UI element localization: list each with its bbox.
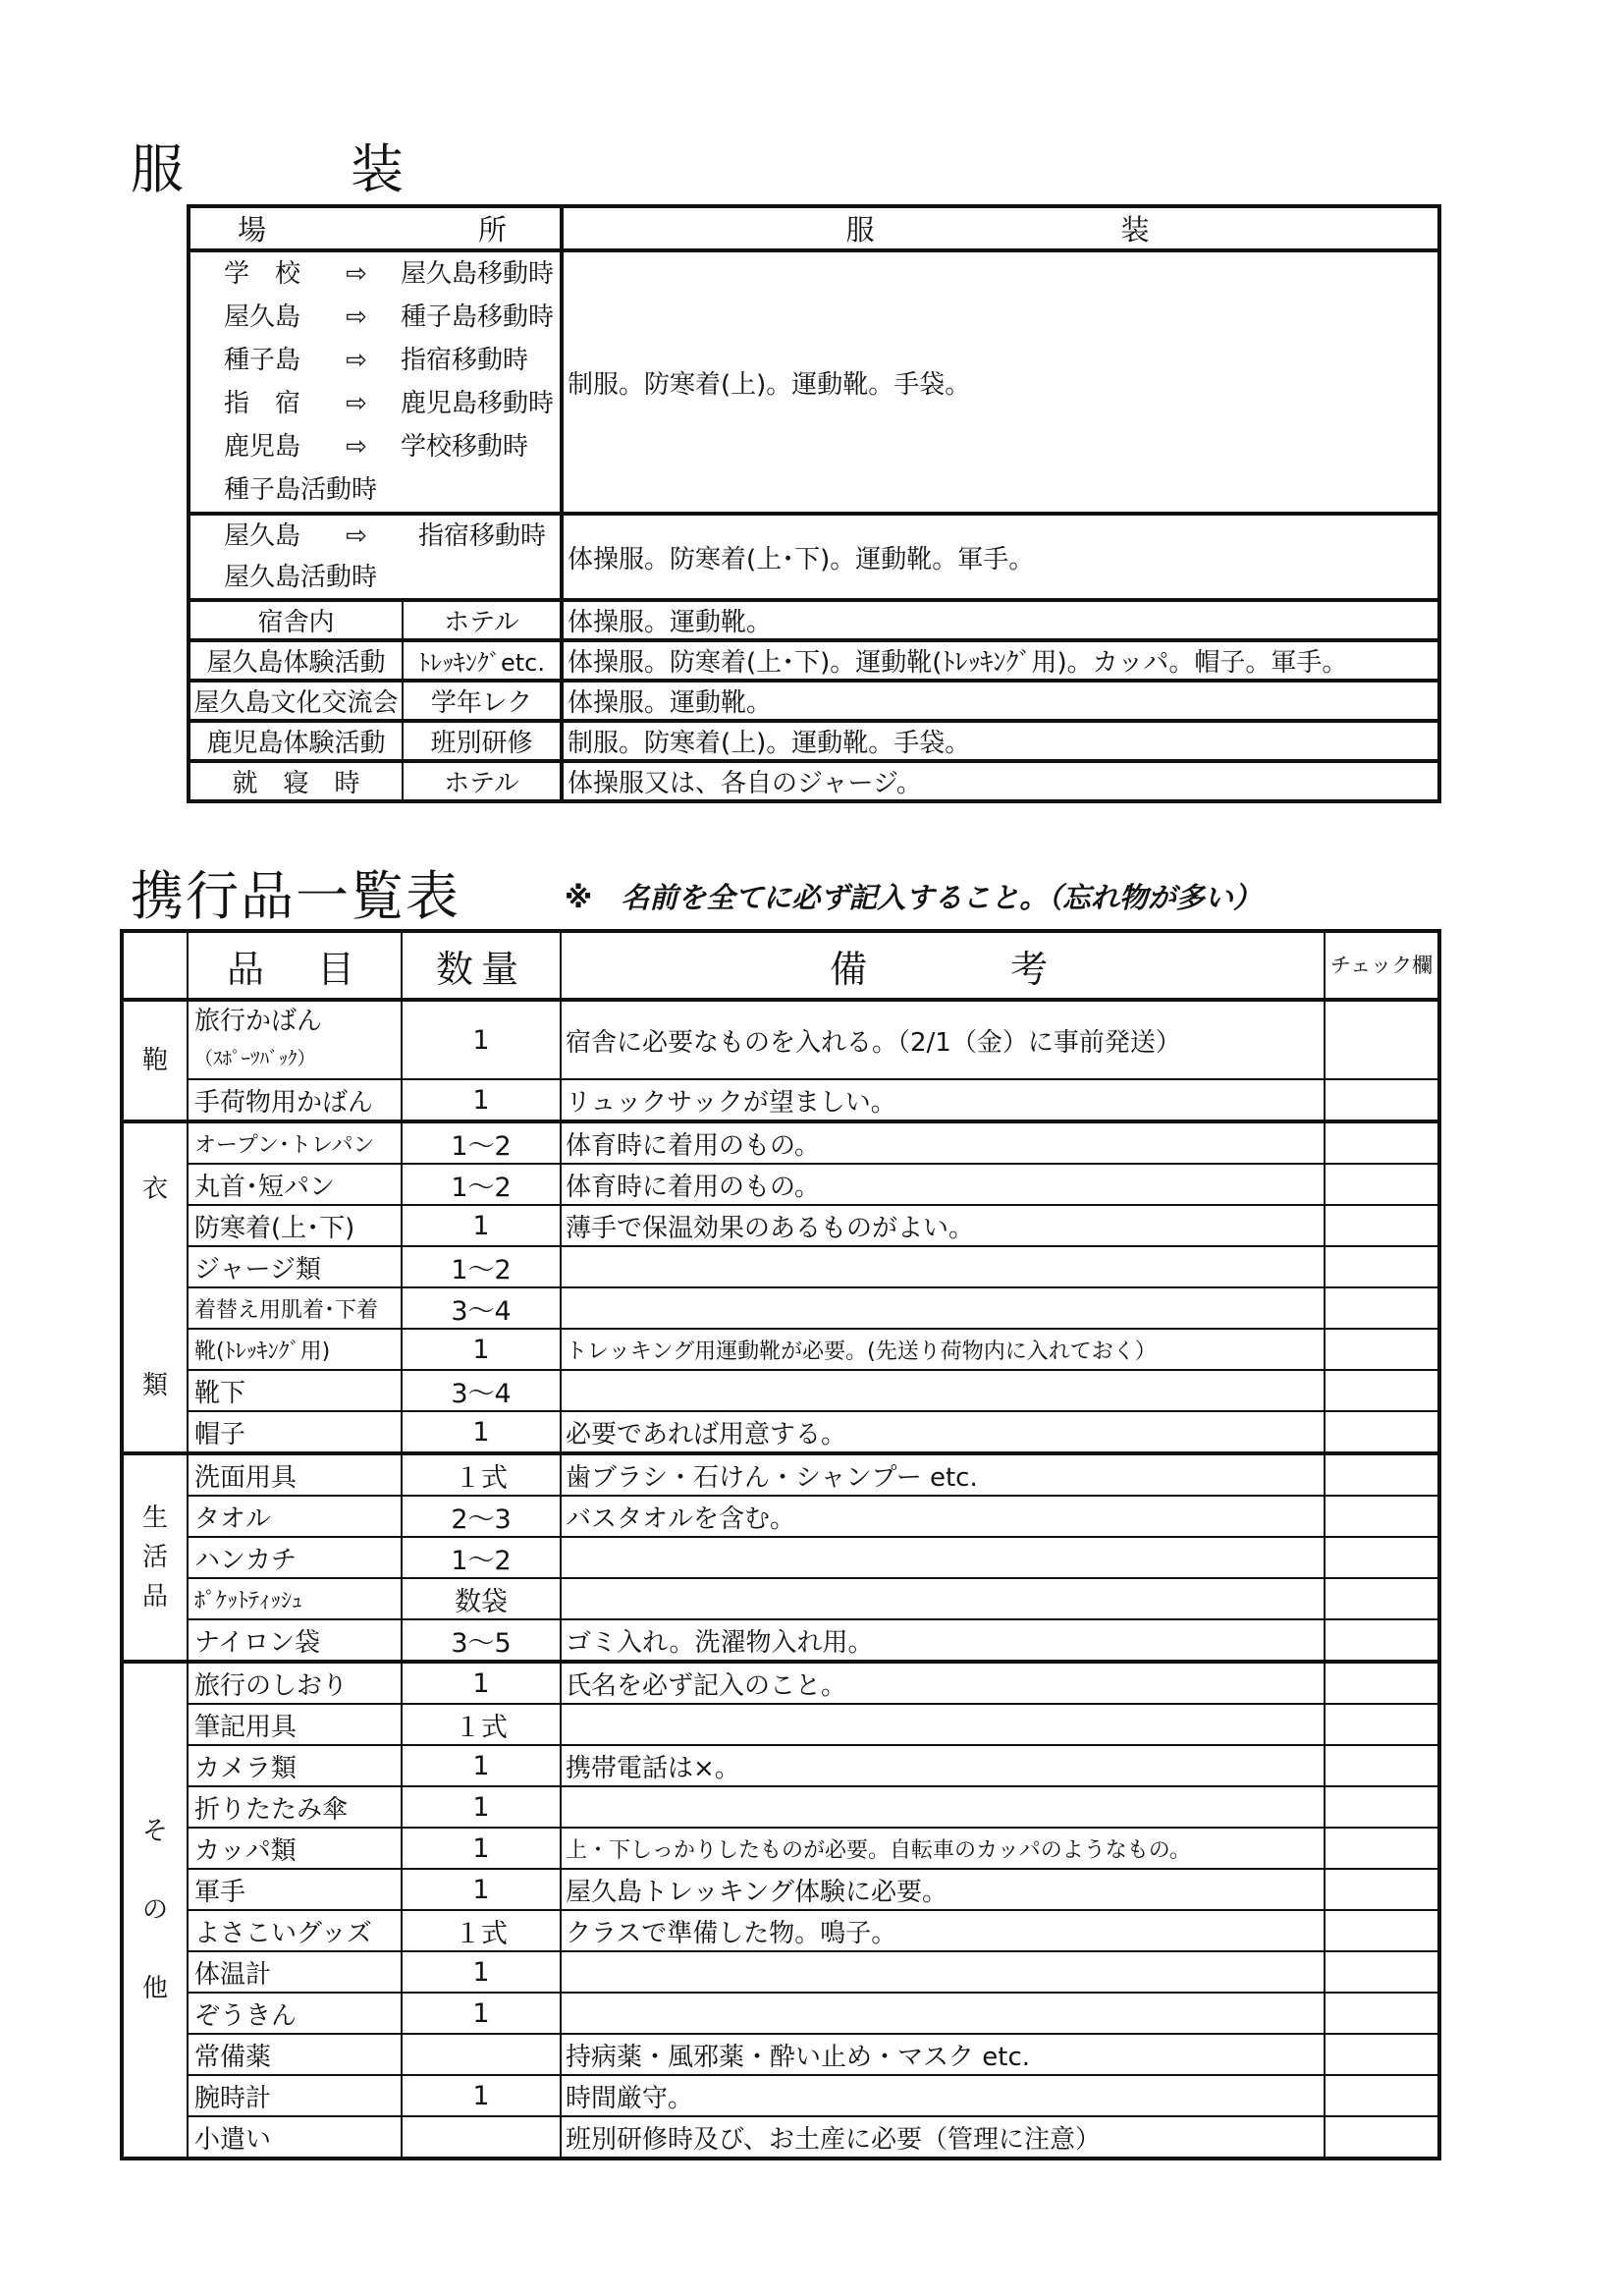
- items-heading: 携行品一覧表: [131, 865, 460, 927]
- item-remarks: 歯ブラシ・石けん・シャンプー etc.: [561, 1453, 1325, 1496]
- item-row: [122, 2075, 1439, 2116]
- item-check-box[interactable]: [1325, 1329, 1439, 1370]
- item-row: [122, 2116, 1439, 2159]
- item-check-box[interactable]: [1325, 1662, 1439, 1704]
- item-name: 防寒着(上･下): [188, 1205, 402, 1246]
- item-check-box[interactable]: [1325, 1453, 1439, 1496]
- header-check: チェック欄: [1325, 931, 1439, 1000]
- item-name: オープン･トレパン: [188, 1121, 402, 1164]
- item-qty: 1～2: [402, 1121, 561, 1164]
- item-remarks: [561, 1951, 1325, 1993]
- category-char: 生: [141, 1503, 168, 1533]
- item-qty: 3～4: [402, 1370, 561, 1411]
- item-name: 靴下: [188, 1370, 402, 1411]
- item-qty: １式: [402, 1910, 561, 1951]
- item-remarks: [561, 1786, 1325, 1828]
- item-name: 靴(ﾄﾚｯｷﾝｸﾞ用): [188, 1329, 402, 1370]
- item-row: [122, 1993, 1439, 2034]
- item-remarks: 上・下しっかりしたものが必要。自転車のカッパのようなもの。: [561, 1828, 1325, 1869]
- item-name: [188, 1000, 402, 1079]
- category-char: [128, 1851, 183, 1890]
- item-name-sub: （ｽﾎﾟｰﾂﾊﾞｯｸ）: [194, 1048, 316, 1069]
- item-row: [122, 1537, 1439, 1578]
- item-check-box[interactable]: [1325, 1828, 1439, 1869]
- transit-line: 屋久島 ⇨ 種子島移動時: [194, 296, 556, 339]
- detail-cell: ホテル: [403, 761, 562, 801]
- transit-line: 種子島 ⇨ 指宿移動時: [194, 339, 556, 382]
- item-qty: 1: [402, 1662, 561, 1704]
- items-note: ※ 名前を全てに必ず記入すること。（忘れ物が多い）: [565, 881, 1262, 914]
- item-qty: 1: [402, 1745, 561, 1786]
- item-remarks: 持病薬・風邪薬・酔い止め・マスク etc.: [561, 2034, 1325, 2075]
- yakushima-row: [189, 514, 1439, 600]
- item-row: [122, 1869, 1439, 1910]
- category-char: 品: [141, 1582, 168, 1612]
- item-qty: 1: [402, 1000, 561, 1079]
- item-qty: 1: [402, 1993, 561, 2034]
- item-remarks: リュックサックが望ましい。: [561, 1079, 1325, 1121]
- category-char: 鞄: [141, 1046, 168, 1075]
- item-name: ハンカチ: [188, 1537, 402, 1578]
- category-char: 他: [141, 1974, 168, 2003]
- item-name: よさこいグッズ: [188, 1910, 402, 1951]
- right-arrow-icon: ⇨: [346, 432, 367, 462]
- item-row: [122, 1205, 1439, 1246]
- clothing-heading: 服 装: [131, 138, 406, 200]
- detail-cell: ホテル: [403, 600, 562, 640]
- item-row: [122, 1496, 1439, 1537]
- item-check-box[interactable]: [1325, 1205, 1439, 1246]
- item-name: 常備薬: [188, 2034, 402, 2075]
- category-cell: [122, 1121, 188, 1453]
- item-name: カメラ類: [188, 1745, 402, 1786]
- category-char: [128, 1248, 183, 1287]
- clothing-row: [189, 681, 1439, 721]
- item-name: 小遣い: [188, 2116, 402, 2159]
- item-remarks: 体育時に着用のもの。: [561, 1121, 1325, 1164]
- item-qty: [402, 2116, 561, 2159]
- item-remarks: クラスで準備した物。鳴子。: [561, 1910, 1325, 1951]
- item-name: 筆記用具: [188, 1704, 402, 1745]
- item-remarks: 氏名を必ず記入のこと。: [561, 1662, 1325, 1704]
- item-row: [122, 1329, 1439, 1370]
- item-remarks: 宿舎に必要なものを入れる。（2/1（金）に事前発送）: [561, 1000, 1325, 1079]
- item-check-box[interactable]: [1325, 1121, 1439, 1164]
- item-row: [122, 1619, 1439, 1662]
- clothes-cell: 体操服。運動靴。: [562, 600, 1439, 640]
- place-cell: 屋久島体験活動: [189, 640, 403, 681]
- detail-cell: 学年レク: [403, 681, 562, 721]
- item-check-box[interactable]: [1325, 1993, 1439, 2034]
- item-qty: １式: [402, 1453, 561, 1496]
- item-remarks: 班別研修時及び、お土産に必要（管理に注意）: [561, 2116, 1325, 2159]
- item-remarks: バスタオルを含む。: [561, 1496, 1325, 1537]
- header-clothes: 服 装: [562, 206, 1439, 250]
- item-qty: 2～3: [402, 1496, 561, 1537]
- header-remarks: 備 考: [561, 931, 1325, 1000]
- category-char: の: [141, 1895, 168, 1925]
- category-char: [128, 1287, 183, 1327]
- clothes-cell: 体操服。運動靴。: [562, 681, 1439, 721]
- item-check-box[interactable]: [1325, 1951, 1439, 1993]
- transit-line: 鹿児島 ⇨ 学校移動時: [194, 425, 556, 468]
- item-row: [122, 1910, 1439, 1951]
- item-qty: [402, 2034, 561, 2075]
- yakushima-places: [189, 514, 562, 600]
- right-arrow-icon: ⇨: [346, 346, 367, 375]
- item-qty: 1: [402, 1329, 561, 1370]
- item-qty: 1: [402, 1411, 561, 1453]
- item-check-box[interactable]: [1325, 2116, 1439, 2159]
- category-char: 類: [141, 1371, 168, 1400]
- transit-places: [189, 250, 562, 514]
- items-table: [120, 929, 1441, 2160]
- item-check-box[interactable]: [1325, 1786, 1439, 1828]
- item-remarks: [561, 1537, 1325, 1578]
- transit-extra: 種子島活動時: [224, 475, 378, 505]
- item-qty: 1: [402, 1079, 561, 1121]
- category-cell: [122, 1000, 188, 1121]
- transit-row: [189, 250, 1439, 514]
- clothes-cell: 制服。防寒着(上)。運動靴。手袋。: [562, 721, 1439, 761]
- item-check-box[interactable]: [1325, 1537, 1439, 1578]
- transit-line: 指 宿 ⇨ 鹿児島移動時: [194, 382, 556, 425]
- item-row: [122, 1121, 1439, 1164]
- item-row: [122, 1745, 1439, 1786]
- item-name: 手荷物用かばん: [188, 1079, 402, 1121]
- item-remarks: 屋久島トレッキング体験に必要。: [561, 1869, 1325, 1910]
- right-arrow-icon: ⇨: [346, 259, 367, 289]
- item-qty: 1～2: [402, 1537, 561, 1578]
- item-row: [122, 1453, 1439, 1496]
- item-remarks: 体育時に着用のもの。: [561, 1164, 1325, 1205]
- item-qty: 1～2: [402, 1164, 561, 1205]
- item-check-box[interactable]: [1325, 1578, 1439, 1619]
- item-qty: 3～5: [402, 1619, 561, 1662]
- item-remarks: 必要であれば用意する。: [561, 1411, 1325, 1453]
- item-check-box[interactable]: [1325, 1619, 1439, 1662]
- clothing-row: [189, 600, 1439, 640]
- transit-line: 学 校 ⇨ 屋久島移動時: [194, 252, 556, 296]
- item-remarks: [561, 1287, 1325, 1329]
- item-row: [122, 1786, 1439, 1828]
- item-check-box[interactable]: [1325, 1000, 1439, 1079]
- item-name: ぞうきん: [188, 1993, 402, 2034]
- clothes-cell: 体操服。防寒着(上･下)。運動靴(ﾄﾚｯｷﾝｸﾞ用)。カッパ。帽子。軍手。: [562, 640, 1439, 681]
- item-remarks: 時間厳守。: [561, 2075, 1325, 2116]
- item-remarks: ゴミ入れ。洗濯物入れ用。: [561, 1619, 1325, 1662]
- item-qty: 1: [402, 1828, 561, 1869]
- item-qty: 1: [402, 2075, 561, 2116]
- item-check-box[interactable]: [1325, 1370, 1439, 1411]
- item-row: [122, 1370, 1439, 1411]
- item-row: [122, 1246, 1439, 1287]
- header-category: [122, 931, 188, 1000]
- transit-clothes: 制服。防寒着(上)。運動靴。手袋。: [562, 250, 1439, 514]
- item-check-box[interactable]: [1325, 1287, 1439, 1329]
- item-check-box[interactable]: [1325, 1079, 1439, 1121]
- item-row: [122, 1951, 1439, 1993]
- item-row: [122, 1079, 1439, 1121]
- item-qty: 1: [402, 1951, 561, 1993]
- item-check-box[interactable]: [1325, 1496, 1439, 1537]
- clothing-row: [189, 721, 1439, 761]
- item-check-box[interactable]: [1325, 2034, 1439, 2075]
- item-name-line: 旅行かばん: [194, 1007, 323, 1036]
- item-name: 軍手: [188, 1869, 402, 1910]
- clothing-table: [187, 204, 1441, 803]
- place-cell: 鹿児島体験活動: [189, 721, 403, 761]
- item-check-box[interactable]: [1325, 1869, 1439, 1910]
- item-remarks: [561, 1578, 1325, 1619]
- item-name: 洗面用具: [188, 1453, 402, 1496]
- category-char: そ: [141, 1817, 168, 1846]
- category-char: 衣: [141, 1175, 168, 1204]
- clothes-cell: 体操服又は、各自のジャージ。: [562, 761, 1439, 801]
- item-row: [122, 1578, 1439, 1619]
- item-name: 帽子: [188, 1411, 402, 1453]
- clothing-row: [189, 640, 1439, 681]
- item-row: [122, 1000, 1439, 1079]
- item-check-box[interactable]: [1325, 1704, 1439, 1745]
- item-row: [122, 1704, 1439, 1745]
- item-row: [122, 1287, 1439, 1329]
- item-check-box[interactable]: [1325, 1910, 1439, 1951]
- item-row: [122, 1662, 1439, 1704]
- transit-extra: 屋久島活動時: [224, 563, 378, 592]
- header-item: 品 目: [188, 931, 402, 1000]
- item-remarks: 薄手で保温効果のあるものがよい。: [561, 1205, 1325, 1246]
- item-remarks: [561, 1704, 1325, 1745]
- right-arrow-icon: ⇨: [346, 302, 367, 332]
- right-arrow-icon: ⇨: [346, 521, 367, 551]
- item-qty: １式: [402, 1704, 561, 1745]
- header-qty: 数量: [402, 931, 561, 1000]
- item-name: ナイロン袋: [188, 1619, 402, 1662]
- item-remarks: トレッキング用運動靴が必要。(先送り荷物内に入れておく）: [561, 1329, 1325, 1370]
- place-cell: 屋久島文化交流会: [189, 681, 403, 721]
- category-cell: [122, 1453, 188, 1662]
- category-cell: [122, 1662, 188, 2159]
- item-name: 体温計: [188, 1951, 402, 1993]
- item-name: タオル: [188, 1496, 402, 1537]
- item-row: [122, 1828, 1439, 1869]
- category-char: [128, 1327, 183, 1366]
- item-name: ジャージ類: [188, 1246, 402, 1287]
- item-check-box[interactable]: [1325, 2075, 1439, 2116]
- item-qty: 3～4: [402, 1287, 561, 1329]
- item-check-box[interactable]: [1325, 1745, 1439, 1786]
- place-cell: 宿舎内: [189, 600, 403, 640]
- item-qty: 数袋: [402, 1578, 561, 1619]
- item-row: [122, 1411, 1439, 1453]
- item-name: 腕時計: [188, 2075, 402, 2116]
- item-remarks: [561, 1246, 1325, 1287]
- item-row: [122, 1164, 1439, 1205]
- item-name: ﾎﾟｹｯﾄﾃｨｯｼｭ: [188, 1578, 402, 1619]
- item-row: [122, 2034, 1439, 2075]
- item-qty: 1: [402, 1869, 561, 1910]
- item-qty: 1: [402, 1205, 561, 1246]
- item-remarks: [561, 1370, 1325, 1411]
- item-check-box[interactable]: [1325, 1164, 1439, 1205]
- item-check-box[interactable]: [1325, 1411, 1439, 1453]
- category-char: [128, 1930, 183, 1969]
- category-char: 活: [141, 1543, 168, 1572]
- place-cell: 就 寝 時: [189, 761, 403, 801]
- clothing-row: [189, 761, 1439, 801]
- item-qty: 1～2: [402, 1246, 561, 1287]
- transit-line: 屋久島 ⇨ 指宿移動時: [194, 516, 556, 557]
- item-name: 着替え用肌着･下着: [188, 1287, 402, 1329]
- right-arrow-icon: ⇨: [346, 389, 367, 418]
- detail-cell: 班別研修: [403, 721, 562, 761]
- item-check-box[interactable]: [1325, 1246, 1439, 1287]
- item-remarks: 携帯電話は×。: [561, 1745, 1325, 1786]
- detail-cell: ﾄﾚｯｷﾝｸﾞetc.: [403, 640, 562, 681]
- item-name: 旅行のしおり: [188, 1662, 402, 1704]
- item-name: カッパ類: [188, 1828, 402, 1869]
- item-remarks: [561, 1993, 1325, 2034]
- item-name: 丸首･短パン: [188, 1164, 402, 1205]
- category-char: [128, 1209, 183, 1248]
- item-qty: 1: [402, 1786, 561, 1828]
- item-name: 折りたたみ傘: [188, 1786, 402, 1828]
- header-place: 場 所: [189, 206, 562, 250]
- yakushima-clothes: 体操服。防寒着(上･下)。運動靴。軍手。: [562, 514, 1439, 600]
